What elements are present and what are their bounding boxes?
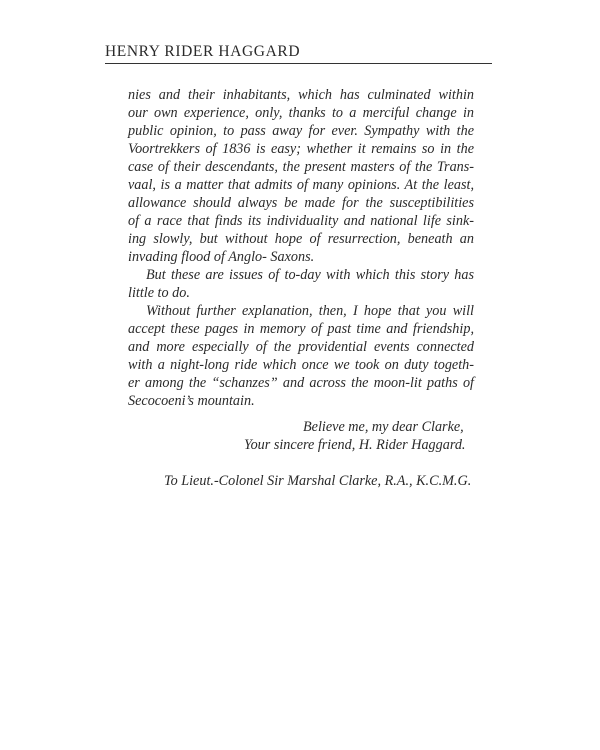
dedication-addressee: To Lieut.-Colonel Sir Marshal Clarke, R.A., K.C.M.G.: [164, 473, 472, 489]
text-line: ing slowly, but without hope of resurrection, beneath an: [128, 231, 474, 247]
text-line: vaal, is a matter that admits of many opinions. At the least,: [128, 177, 474, 193]
text-line: case of their descendants, the present masters of the Trans-: [128, 159, 474, 175]
text-line: with a night-long ride which once we took on duty togeth-: [128, 357, 474, 373]
text-line: But these are issues of to-day with which this story has: [146, 267, 474, 283]
closing-signature: Your sincere friend, H. Rider Haggard.: [244, 437, 466, 453]
text-line: of a race that finds its individuality and national life sink-: [128, 213, 474, 229]
text-line: Secocoeni’s mountain.: [128, 393, 255, 409]
header-rule: [105, 63, 492, 64]
text-line: little to do.: [128, 285, 190, 301]
text-line: and more especially of the providential events connected: [128, 339, 474, 355]
text-line: Voortrekkers of 1836 is easy; whether it remains so in the: [128, 141, 474, 157]
text-line: our own experience, only, thanks to a merciful change in: [128, 105, 474, 121]
text-line: invading flood of Anglo- Saxons.: [128, 249, 315, 265]
text-line: public opinion, to pass away for ever. Sympathy with the: [128, 123, 474, 139]
text-line: Without further explanation, then, I hope that you will: [146, 303, 474, 319]
text-line: allowance should always be made for the susceptibilities: [128, 195, 474, 211]
text-line: accept these pages in memory of past time and friendship,: [128, 321, 474, 337]
closing-salutation: Believe me, my dear Clarke,: [303, 419, 464, 435]
text-line: er among the “schanzes” and across the moon-lit paths of: [128, 375, 474, 391]
running-head: HENRY RIDER HAGGARD: [105, 43, 301, 60]
text-line: nies and their inhabitants, which has culminated within: [128, 87, 474, 103]
